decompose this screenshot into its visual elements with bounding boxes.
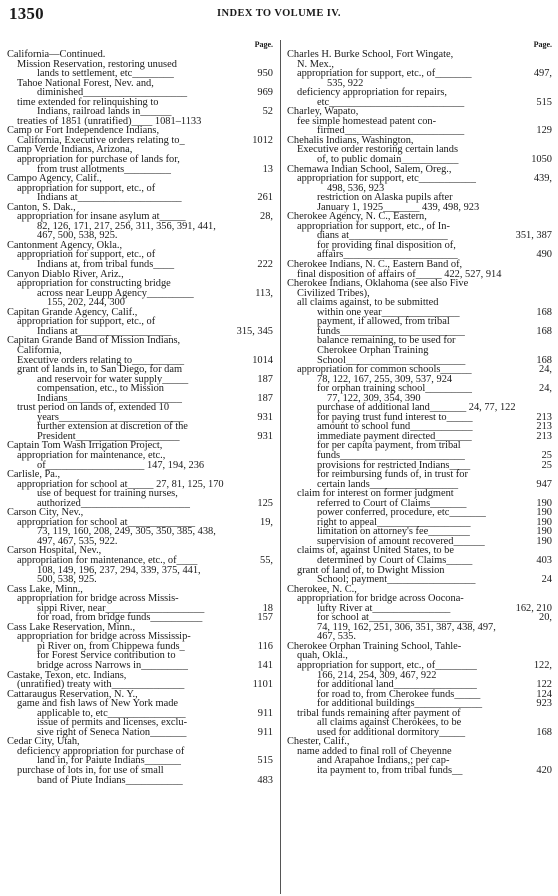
entry-page-ref: 116 <box>257 640 273 652</box>
entry-page-ref: 911 <box>257 726 273 738</box>
entry-page-ref: 923 <box>536 698 552 710</box>
entry-text: California—Continued. <box>7 49 106 60</box>
entry-text: Cherokee Indians, N. C., Eastern Band of, <box>287 259 463 271</box>
entry-text: Chester, Calif., <box>287 736 350 748</box>
entry-text: 497, 467, 535, 922. <box>37 535 118 547</box>
entry-page-ref: 125 <box>257 497 273 509</box>
entry-text: January 1, 1925_______ 439, 498, 923 <box>317 201 480 213</box>
entry-text: School; payment_________________ <box>317 574 476 586</box>
entry-text: 73, 119, 160, 208, 249, 305, 350, 385, 438, <box>37 526 216 538</box>
entry-page-ref: 187 <box>257 392 273 404</box>
entry-text: California, Executive orders relating to_ <box>17 134 185 146</box>
entry-page-ref: 261 <box>257 192 273 204</box>
entry-text: grant of land of, to Dwight Mission <box>297 564 445 576</box>
entry-text: Executive order restoring certain lands <box>297 144 458 156</box>
entry-text: supervision of amount recovered______ <box>317 535 485 547</box>
entry-page-ref: 497, <box>533 68 552 80</box>
entry-page-ref: 28, <box>260 211 273 223</box>
entry-page-ref: 24 <box>541 574 552 586</box>
entry-text: Castake, Texon, etc. Indians, <box>7 669 127 681</box>
entry-text: funds________________________ <box>317 325 465 337</box>
entry-page-ref: 129 <box>536 125 552 137</box>
entry-text: use of bequest for training nurses, <box>37 488 178 500</box>
entry-page-ref: 168 <box>536 726 552 738</box>
entry-text: Executive orders relating to__________ <box>17 354 185 366</box>
entry-text: game and fish laws of New York made <box>17 698 179 710</box>
entry-text: appropriation for support, etc., of <box>17 316 156 328</box>
entry-text: Chehalis Indians, Washington, <box>287 134 414 146</box>
entry-text: 82, 126, 171, 217, 256, 311, 356, 391, 441, <box>37 220 216 232</box>
entry-text: 155, 202, 244, 300 <box>47 297 125 309</box>
entry-page-ref: 1050 <box>531 154 552 166</box>
entry-page-ref: 13 <box>262 163 273 175</box>
entry-page-ref: 19, <box>260 516 273 528</box>
entry-page-ref: 213 <box>536 430 552 442</box>
entry-text: limitation on attorney's fee________ <box>317 526 470 538</box>
entry-page-ref: 213 <box>536 421 552 433</box>
entry-text: Carlisle, Pa., <box>7 469 61 481</box>
entry-text: appropriation for bridge across Oocona- <box>297 593 464 605</box>
entry-text: name added to final roll of Cheyenne <box>297 745 452 757</box>
entry-page-ref: 122, <box>533 660 552 671</box>
entry-text: Carson City, Nev., <box>7 507 84 519</box>
entry-text: Chemawa Indian School, Salem, Oreg., <box>287 163 452 175</box>
entry-page-ref: 157 <box>257 612 273 624</box>
entry-text: for Forest Service contribution to <box>37 650 176 662</box>
entry-text: lands to settlement, etc________ <box>37 68 174 80</box>
entry-page-ref: 25 <box>541 449 552 461</box>
entry-text: ita payment to, from tribal funds__ <box>317 765 463 777</box>
entry-text: Charley, Wapato, <box>287 106 359 118</box>
entry-text: amount to school fund____________ <box>317 421 473 433</box>
entry-text: President____________________ <box>37 430 180 442</box>
entry-text: Capitan Grande Agency, Calif., <box>7 306 138 318</box>
entry-page-ref: 1012 <box>252 134 273 146</box>
entry-text: grant of lands in, to San Diego, for dam <box>17 364 183 376</box>
entry-text: of, to public domain___________ <box>317 154 459 166</box>
entry-text: Cherokee Agency, N. C., Eastern, <box>287 211 427 223</box>
entry-page-ref: 931 <box>257 411 273 423</box>
entry-page-ref: 1014 <box>252 354 273 366</box>
entry-text: and reservoir for water supply_____ <box>37 373 189 385</box>
entry-page-ref: 168 <box>536 325 552 337</box>
entry-text: Cedar City, Utah, <box>7 736 80 748</box>
entry-text: treaties of 1851 (unratified)____ 1081–1133 <box>17 115 202 127</box>
index-entry-line <box>287 766 552 776</box>
entry-text: 498, 536, 923 <box>327 182 385 194</box>
entry-text: restriction on Alaska pupils after <box>317 192 453 204</box>
entry-text: Tahoe National Forest, Nev. and, <box>17 77 154 89</box>
entry-text: Mission Reservation, restoring unused <box>17 58 177 70</box>
entry-text: certain lands_________________ <box>317 478 459 490</box>
entry-text: across near Leupp Agency_________ <box>37 287 194 299</box>
entry-text: for reimbursing funds of, in trust for <box>317 469 468 481</box>
entry-text: appropriation for bridge across Mississip- <box>17 631 191 643</box>
entry-text: 467, 500, 538, 925. <box>37 230 118 242</box>
entry-text: funds________________________ <box>317 449 465 461</box>
entry-text: appropriation for support, etc., of________ <box>297 660 477 671</box>
entry-text: Canton, S. Dak., <box>7 201 76 213</box>
entry-page-ref: 490 <box>536 249 552 261</box>
entry-text: of___________________ 147, 194, 236 <box>37 459 205 471</box>
entry-text: from trust allotments_________ <box>37 163 171 175</box>
entry-text: and Arapahoe Indians,; per cap- <box>317 755 450 767</box>
entry-text: Carson Hospital, Nev., <box>7 545 102 557</box>
entry-page-ref: 168 <box>536 306 552 318</box>
entry-text: compensation, etc., to Mission <box>37 383 164 395</box>
entry-text: (unratified) treaty with______________ <box>17 679 185 691</box>
entry-text: further extension at discretion of the <box>37 421 188 433</box>
entry-text: appropriation for insane asylum at_____ <box>17 211 186 223</box>
entry-text: appropriation for support, etc., of <box>17 182 156 194</box>
entry-text: Charles H. Burke School, Fort Wingate, <box>287 49 454 60</box>
entry-text: referred to Court of Claims_______ <box>317 497 467 509</box>
entry-text: immediate payment directed_______ <box>317 430 472 442</box>
entry-text: Cantonment Agency, Okla., <box>7 239 123 251</box>
entry-text: firmed_______________________ <box>317 125 465 137</box>
entry-text: 166, 214, 254, 309, 467, 922 <box>317 669 437 681</box>
entry-text: 74, 119, 162, 251, 306, 351, 387, 438, 497, <box>317 621 496 633</box>
entry-text: Indians at__________________ <box>37 325 172 337</box>
entry-text: payment, if allowed, from tribal <box>317 316 450 328</box>
entry-text: years________________________ <box>37 411 184 423</box>
entry-text: for additional buildings_____________ <box>317 698 483 710</box>
entry-text: lufty River at_______________ <box>317 602 451 614</box>
entry-text: final disposition of affairs of_____ 422, 527, 914 <box>297 268 502 280</box>
entry-page-ref: 403 <box>536 554 552 566</box>
entry-text: issue of permits and licenses, exclu- <box>37 717 188 729</box>
entry-text: band of Piute Indians___________ <box>37 774 183 786</box>
entry-text: appropriation for support, etc., of <box>17 249 156 261</box>
entry-page-ref: 420 <box>536 765 552 777</box>
entry-text: appropriation for maintenance, etc., of____ <box>17 554 198 566</box>
entry-text: power conferred, procedure, etc_______ <box>317 507 486 519</box>
entry-text: appropriation for common schools______ <box>297 364 472 376</box>
entry-text: diminished____________________ <box>37 87 188 99</box>
entry-text: School_______________________ <box>317 354 466 366</box>
index-entry-line <box>7 776 273 786</box>
entry-text: within one year_______________ <box>317 306 460 318</box>
entry-text: all claims against, to be submitted <box>297 297 439 309</box>
entry-text: 108, 149, 196, 237, 294, 339, 375, 441, <box>37 564 201 576</box>
entry-text: land in, for Paiute Indians_______ <box>37 755 182 767</box>
column-left <box>7 40 273 785</box>
entry-text: for orphan training school_________ <box>317 383 472 395</box>
entry-text: tribal funds remaining after payment of <box>297 707 461 719</box>
entry-page-ref: 950 <box>257 68 273 80</box>
entry-text: Civilized Tribes), <box>297 287 370 299</box>
entry-text: Cass Lake, Minn., <box>7 583 83 595</box>
entry-page-ref: 113, <box>255 287 273 299</box>
entry-text: Canyon Diablo River, Ariz., <box>7 268 124 280</box>
entry-text: N. Mex., <box>297 58 334 70</box>
entry-text: Cass Lake Reservation, Minn., <box>7 621 136 633</box>
entry-text: for per capita payment, from tribal <box>317 440 461 452</box>
entry-text: appropriation for support, etc., of In- <box>297 220 450 232</box>
entry-text: provisions for restricted Indians____ <box>317 459 471 471</box>
entry-page-ref: 190 <box>536 507 552 519</box>
entry-text: Camp Verde Indians, Arizona, <box>7 144 133 156</box>
entry-page-ref: 18 <box>262 602 273 614</box>
entry-text: appropriation for school at_____________ <box>17 516 196 528</box>
entry-text: for paying trust fund interest to_____ <box>317 411 473 423</box>
entry-text: for additional land________________ <box>317 679 477 691</box>
entry-text: trust period on lands of, extended 10 <box>17 402 170 414</box>
entry-text: for school at____________________ <box>317 612 473 624</box>
entry-page-ref: 190 <box>536 516 552 528</box>
entry-text: California, <box>17 344 62 356</box>
entry-text: quah, Okla., <box>297 650 348 662</box>
entry-text: claim for interest on former judgment <box>297 488 454 500</box>
entry-text: appropriation for constructing bridge <box>17 278 171 290</box>
entry-text: 77, 122, 309, 354, 390 <box>327 392 421 404</box>
entry-page-ref: 911 <box>257 707 273 719</box>
entry-page-ref: 351, 387 <box>515 230 552 242</box>
entry-text: applicable to, etc_______________ <box>37 707 186 719</box>
entry-text: appropriation for bridge across Missis- <box>17 593 179 605</box>
entry-text: used for additional dormitory_____ <box>317 726 466 738</box>
entry-page-ref: 483 <box>257 774 273 786</box>
page-column-header: Page. <box>254 40 273 49</box>
entry-text: appropriation for maintenance, etc., <box>17 449 166 461</box>
entry-text: for road to, from Cherokee funds_____ <box>317 688 481 700</box>
entry-page-ref: 24, <box>539 383 552 395</box>
entry-page-ref: 141 <box>257 660 273 671</box>
entry-text: 467, 535. <box>317 631 356 643</box>
entry-page-ref: 20, <box>539 612 552 624</box>
entry-text: Captain Tom Wash Irrigation Project, <box>7 440 163 452</box>
entry-text: purchase of lots in, for use of small <box>17 765 164 777</box>
column-divider <box>280 40 281 894</box>
entry-text: 500, 538, 925. <box>37 574 97 586</box>
entry-text: Cattaraugus Reservation, N. Y., <box>7 688 138 700</box>
entry-text: determined by Court of Claims_____ <box>317 554 473 566</box>
entry-page-ref: 168 <box>536 354 552 366</box>
entry-text: 535, 922 <box>327 77 364 89</box>
entry-text: Camp or Fort Independence Indians, <box>7 125 160 137</box>
entry-page-ref: 1101 <box>252 679 273 691</box>
entry-page-ref: 213 <box>536 411 552 423</box>
entry-page-ref: 515 <box>536 96 552 108</box>
entry-text: appropriation for support, etc., of_______ <box>297 68 472 80</box>
entry-text: Cherokee Orphan Training School, Tahle- <box>287 640 462 652</box>
entry-text: time extended for relinquishing to <box>17 96 159 108</box>
entry-text: appropriation for school at_____ 27, 81, 125, 170 <box>17 478 224 490</box>
entry-text: Cherokee Orphan Training <box>317 344 429 356</box>
entry-page-ref: 25 <box>541 459 552 471</box>
entry-text: etc__________________________ <box>317 96 465 108</box>
entry-text: 78, 122, 167, 255, 309, 537, 924 <box>317 373 453 385</box>
entry-page-ref: 55, <box>260 554 273 566</box>
entry-text: fee simple homestead patent con- <box>297 115 437 127</box>
column-right <box>287 40 552 776</box>
entry-page-ref: 931 <box>257 430 273 442</box>
entry-text: sippi River, near___________________ <box>37 602 205 614</box>
entry-text: all claims against Cherokees, to be <box>317 717 462 729</box>
entry-page-ref: 315, 345 <box>236 325 273 337</box>
entry-page-ref: 439, <box>533 173 552 185</box>
entry-text: Indians at, from tribal funds____ <box>37 259 175 271</box>
page-column-header: Page. <box>533 40 552 49</box>
entry-page-ref: 187 <box>257 373 273 385</box>
entry-text: for providing final disposition of, <box>317 239 456 251</box>
entry-text: deficiency appropriation for purchase of <box>17 745 185 757</box>
entry-text: Cherokee, N. C., <box>287 583 357 595</box>
entry-text: Capitan Grande Band of Mission Indians, <box>7 335 181 347</box>
entry-text: affairs______________________ <box>317 249 458 261</box>
entry-text: appropriation for support, etc___________ <box>297 173 476 185</box>
entry-text: authorized_____________________ <box>37 497 190 509</box>
entry-text: Indians, railroad lands in______ <box>37 106 172 118</box>
entry-text: purchase of additional land_______ 24, 77, 122 <box>317 402 516 414</box>
entry-text: deficiency appropriation for repairs, <box>297 87 448 99</box>
entry-text: bridge across Narrows in_________ <box>37 660 188 671</box>
entry-text: claims of, against United States, to be <box>297 545 454 557</box>
entry-page-ref: 190 <box>536 535 552 547</box>
entry-page-ref: 190 <box>536 526 552 538</box>
entry-text: right to appeal__________________ <box>317 516 471 528</box>
entry-page-ref: 162, 210 <box>515 602 552 614</box>
entry-page-ref: 969 <box>257 87 273 99</box>
running-title: INDEX TO VOLUME IV. <box>217 8 341 19</box>
entry-text: appropriation for purchase of lands for, <box>17 154 180 166</box>
entry-text: dians at___________________ <box>317 230 448 242</box>
entry-text: Cherokee Indians, Oklahoma (see also Five <box>287 278 469 290</box>
entry-text: sive right of Seneca Nation_______ <box>37 726 187 738</box>
entry-page-ref: 122 <box>536 679 552 691</box>
entry-page-ref: 190 <box>536 497 552 509</box>
entry-text: Campo Agency, Calif., <box>7 173 102 185</box>
entry-page-ref: 24, <box>539 364 552 376</box>
entry-text: Indians______________________ <box>37 392 182 404</box>
entry-text: pi River on, from Chippewa funds_ <box>37 640 185 652</box>
entry-text: balance remaining, to be used for <box>317 335 456 347</box>
entry-page-ref: 947 <box>536 478 552 490</box>
entry-page-ref: 515 <box>257 755 273 767</box>
entry-page-ref: 52 <box>262 106 273 118</box>
entry-page-ref: 222 <box>257 259 273 271</box>
entry-page-ref: 124 <box>536 688 552 700</box>
page-number: 1350 <box>9 4 44 23</box>
entry-text: Indians at____________________ <box>37 192 182 204</box>
entry-text: for road, from bridge funds__________ <box>37 612 203 624</box>
